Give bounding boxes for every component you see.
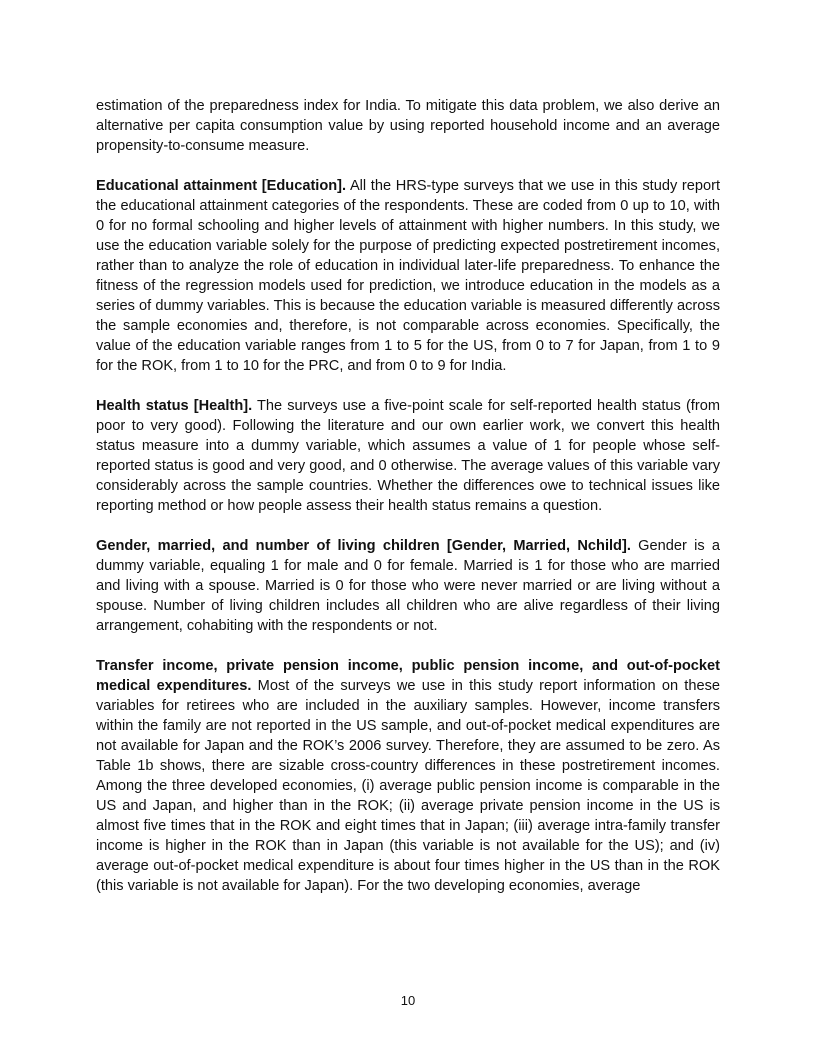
paragraph-body: estimation of the preparedness index for India. To mitigate this data problem, we also derive an alternative per capita consumption value by using reported household income and an average propensity-to-consume measure. <box>96 98 720 154</box>
paragraph-body: Gender is a dummy variable, equaling 1 for male and 0 for female. Married is 1 for those who are married and living with a spouse. Married is 0 for those who were never married or are living without a spouse. Number of living children includes all children who are alive regardless of their living arrangement, cohabiting with the respondents or not. <box>96 538 721 634</box>
paragraph-education <box>96 176 720 376</box>
paragraph-health <box>96 396 720 516</box>
paragraph-body: All the HRS-type surveys that we use in this study report the educational attainment categories of the respondents. These are coded from 0 up to 10, with 0 for no formal schooling and higher levels of attainment with higher numbers. In this study, we use the education variable solely for the purpose of predicting expected postretirement incomes, rather than to analyze the role of education in individual later-life preparedness. To enhance the fitness of the regression models used for prediction, we introduce education in the models as a series of dummy variables. This is because the education variable is measured differently across the sample economies and, therefore, is not comparable across economies. Specifically, the value of the education variable ranges from 1 to 5 for the US, from 0 to 7 for Japan, from 1 to 9 for the ROK, from 1 to 10 for the PRC, and from 0 to 9 for India. <box>96 178 721 374</box>
paragraph-body: The surveys use a five-point scale for self-reported health status (from poor to very good). Following the literature and our own earlier work, we convert this health status measure into a dummy variable, which assumes a value of 1 for people whose self-reported status is good and very good, and 0 otherwise. The average values of this variable vary considerably across the sample countries. Whether the differences owe to technical issues like reporting method or how people assess their health status remains a question. <box>96 398 720 514</box>
paragraph-heading: Transfer income, private pension income, public pension income, and out-of-pocket medical expenditures. <box>96 658 720 694</box>
paragraph-body: Most of the surveys we use in this study report information on these variables for retirees who are included in the auxiliary samples. However, income transfers within the family are not reported in the US sample, and out-of-pocket medical expenditures are not available for Japan and the ROK’s 2006 survey. Therefore, they are assumed to be zero. As Table 1b shows, there are sizable cross-country differences in these postretirement incomes. Among the three developed economies, (i) average public pension income is comparable in the US and Japan, and higher than in the ROK; (ii) average private pension income in the US is almost five times that in the ROK and eight times that in Japan; (iii) average intra-family transfer income is higher in the ROK than in Japan (this variable is not available for the US); and (iv) average out-of-pocket medical expenditure is about four times higher in the US than in the ROK (this variable is not available for Japan). For the two developing economies, average <box>96 678 720 894</box>
paragraph-transfer-pension-medical <box>96 656 720 896</box>
paragraph-heading: Gender, married, and number of living children [Gender, Married, Nchild]. <box>96 538 631 554</box>
paragraph-heading: Health status [Health]. <box>96 398 253 414</box>
paragraph-gender-married-children <box>96 536 720 636</box>
body-text <box>96 96 720 916</box>
paragraph-consumption-continued <box>96 96 720 156</box>
paragraph-heading: Educational attainment [Education]. <box>96 178 347 194</box>
page-number: 10 <box>400 993 416 1008</box>
